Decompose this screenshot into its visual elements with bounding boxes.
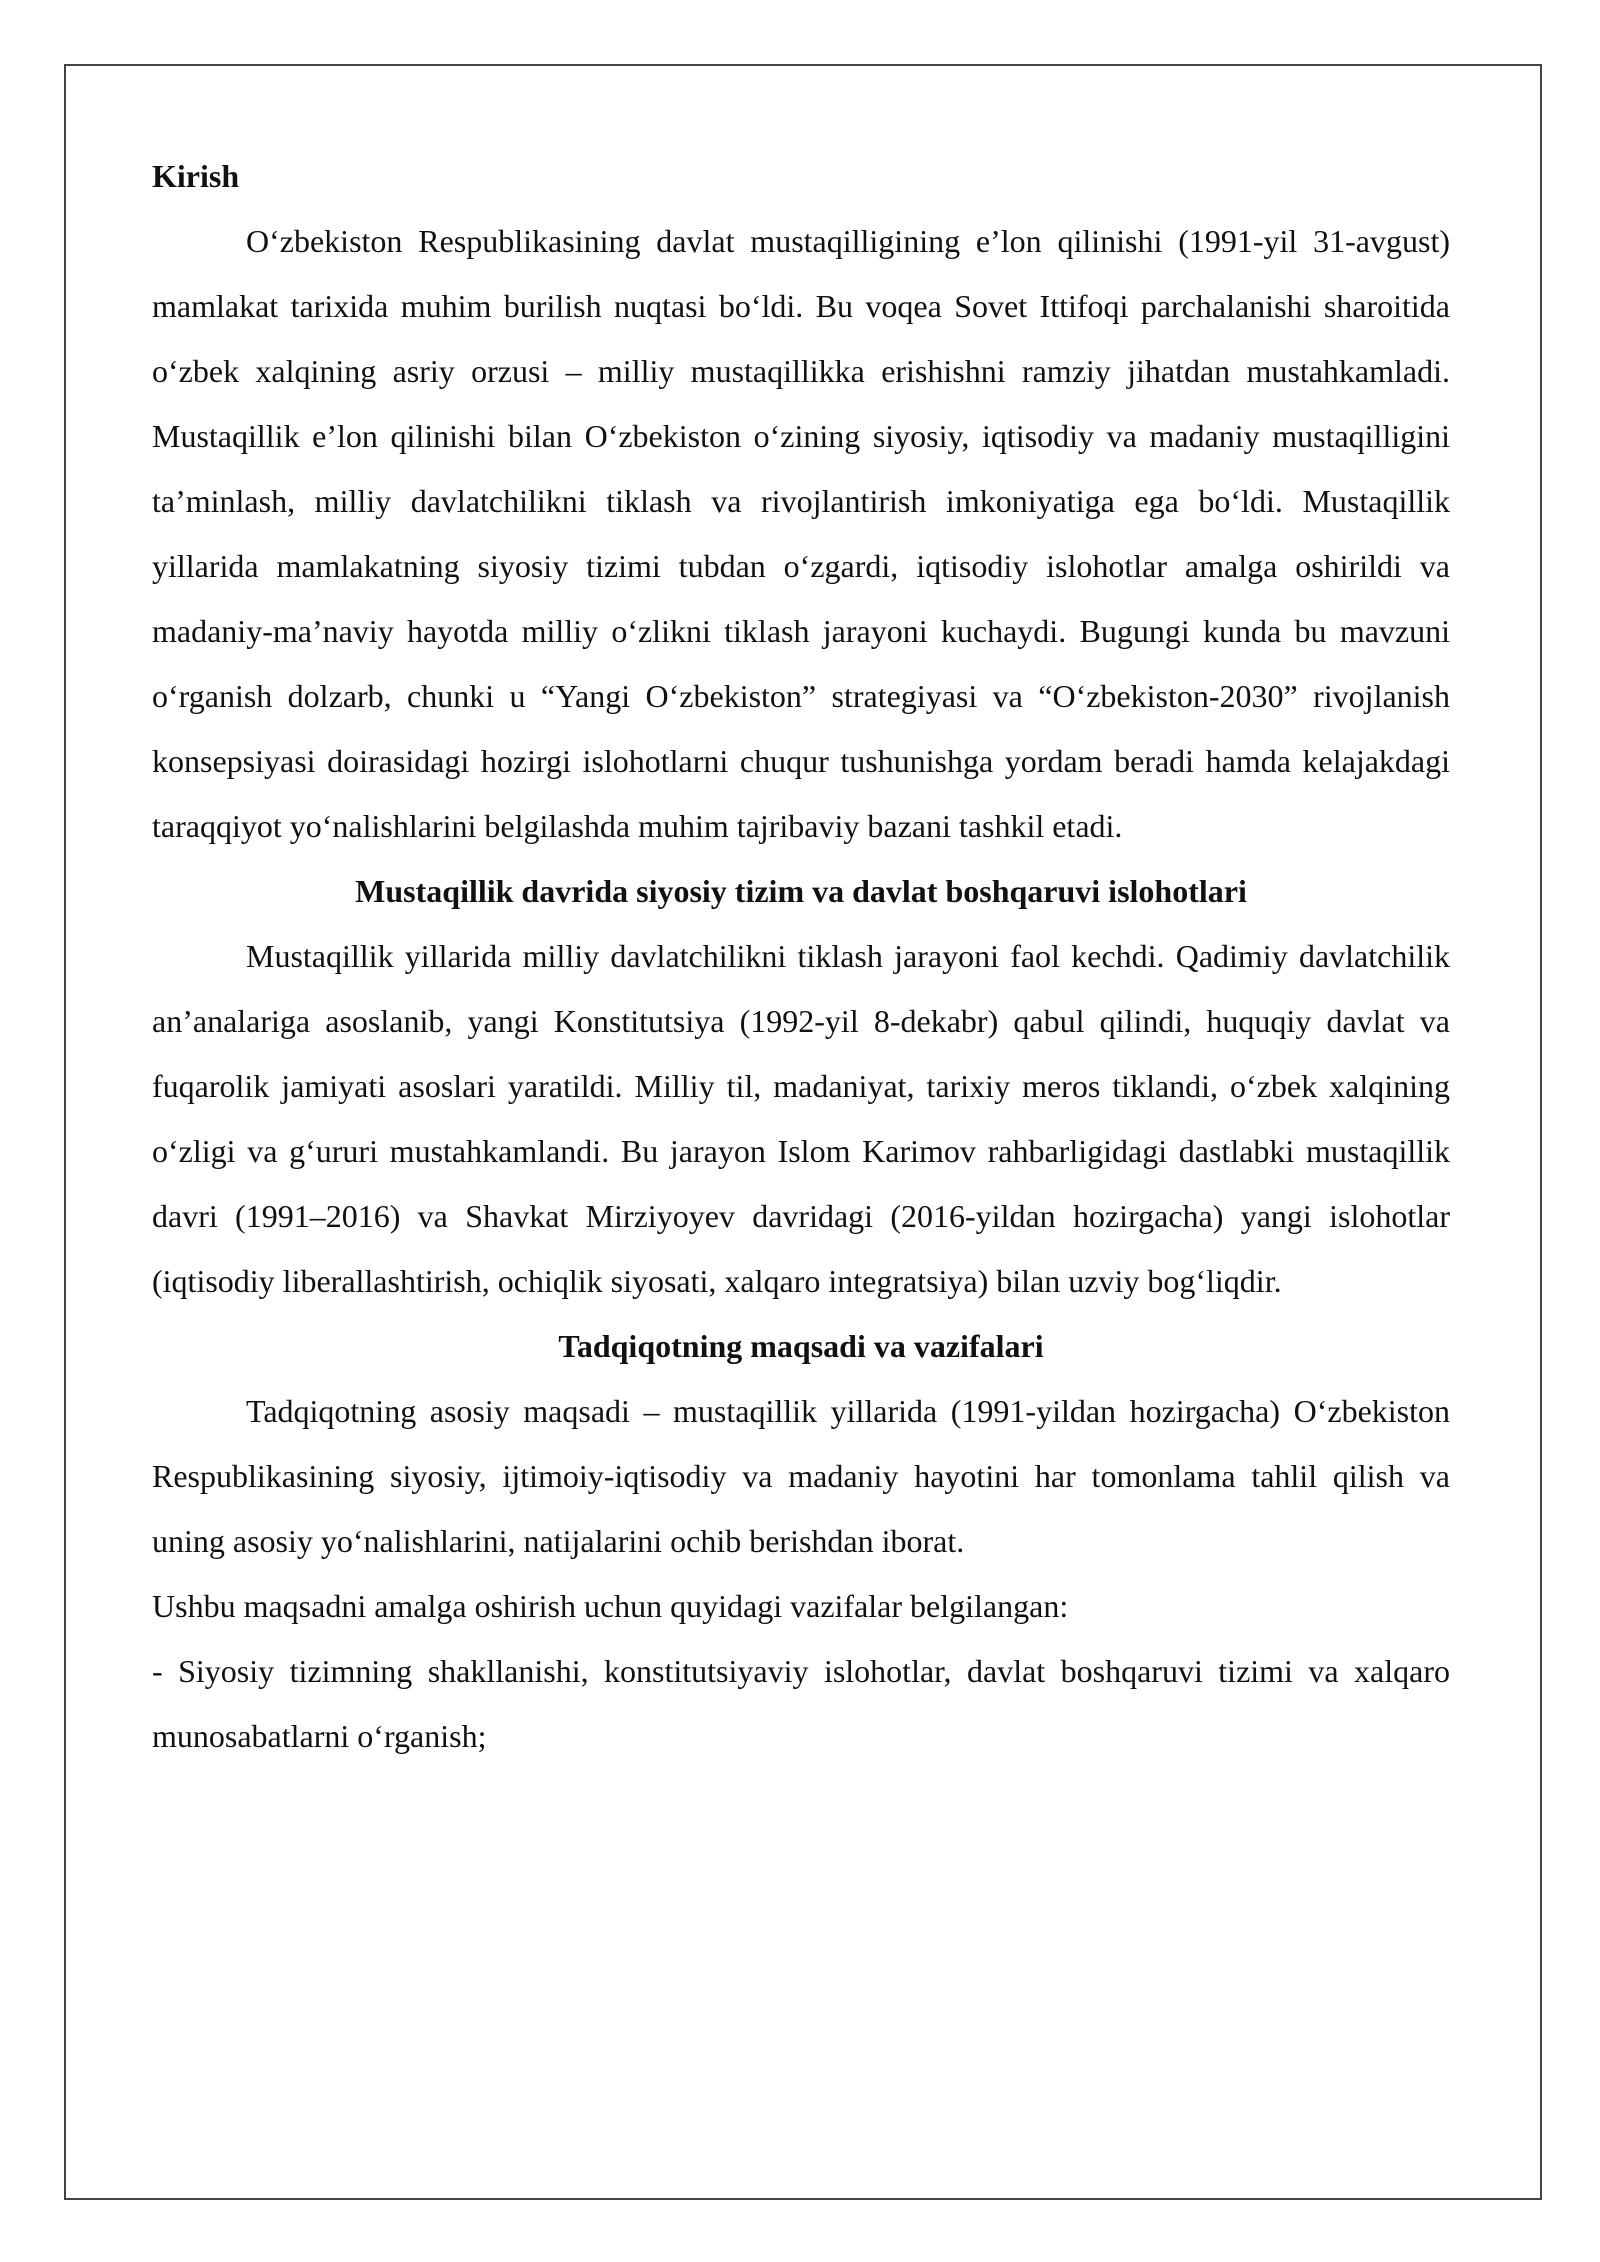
section2-heading: Tadqiqotning maqsadi va vazifalari: [558, 1328, 1044, 1364]
document-body: [152, 144, 1450, 1769]
task-item-1: - Siyosiy tizimning shakllanishi, konstitutsiyaviy islohotlar, davlat boshqaruvi tizimi va xalqaro munosabatlarni o‘rganish;: [152, 1653, 1450, 1754]
intro-heading: Kirish: [152, 158, 240, 194]
section1-heading: Mustaqillik davrida siyosiy tizim va davlat boshqaruvi islohotlari: [355, 873, 1247, 909]
intro-paragraph: O‘zbekiston Respublikasining davlat mustaqilligining e’lon qilinishi (1991-yil 31-avgust) mamlakat tarixida muhim burilish nuqtasi bo‘ldi. Bu voqea Sovet Ittifoqi parchalanishi sharoitida o‘zbek xalqining asriy orzusi – milliy mustaqillikka erishishni ramziy jihatdan mustahkamladi. Mustaqillik e’lon qilinishi bilan O‘zbekiston o‘zining siyosiy, iqtisodiy va madaniy mustaqilligini ta’minlash, milliy davlatchilikni tiklash va rivojlantirish imkoniyatiga ega bo‘ldi. Mustaqillik yillarida mamlakatning siyosiy tizimi tubdan o‘zgardi, iqtisodiy islohotlar amalga oshirildi va madaniy-ma’naviy hayotda milliy o‘zlikni tiklash jarayoni kuchaydi. Bugungi kunda bu mavzuni o‘rganish dolzarb, chunki u “Yangi O‘zbekiston” strategiyasi va “O‘zbekiston-2030” rivojlanish konsepsiyasi doirasidagi hozirgi islohotlarni chuqur tushunishga yordam beradi hamda kelajakdagi taraqqiyot yo‘nalishlarini belgilashda muhim tajribaviy bazani tashkil etadi.: [152, 223, 1450, 844]
section2-paragraph: Tadqiqotning asosiy maqsadi – mustaqillik yillarida (1991-yildan hozirgacha) O‘zbekiston Respublikasining siyosiy, ijtimoiy-iqtisodiy va madaniy hayotini har tomonlama tahlil qilish va uning asosiy yo‘nalishlarini, natijalarini ochib berishdan iborat.: [152, 1393, 1450, 1559]
tasks-intro: Ushbu maqsadni amalga oshirish uchun quyidagi vazifalar belgilangan:: [152, 1588, 1069, 1624]
section1-paragraph: Mustaqillik yillarida milliy davlatchilikni tiklash jarayoni faol kechdi. Qadimiy davlatchilik an’analariga asoslanib, yangi Konstitutsiya (1992-yil 8-dekabr) qabul qilindi, huquqiy davlat va fuqarolik jamiyati asoslari yaratildi. Milliy til, madaniyat, tarixiy meros tiklandi, o‘zbek xalqining o‘zligi va g‘ururi mustahkamlandi. Bu jarayon Islom Karimov rahbarligidagi dastlabki mustaqillik davri (1991–2016) va Shavkat Mirziyoyev davridagi (2016-yildan hozirgacha) yangi islohotlar (iqtisodiy liberallashtirish, ochiqlik siyosati, xalqaro integratsiya) bilan uzviy bog‘liqdir.: [152, 938, 1450, 1299]
